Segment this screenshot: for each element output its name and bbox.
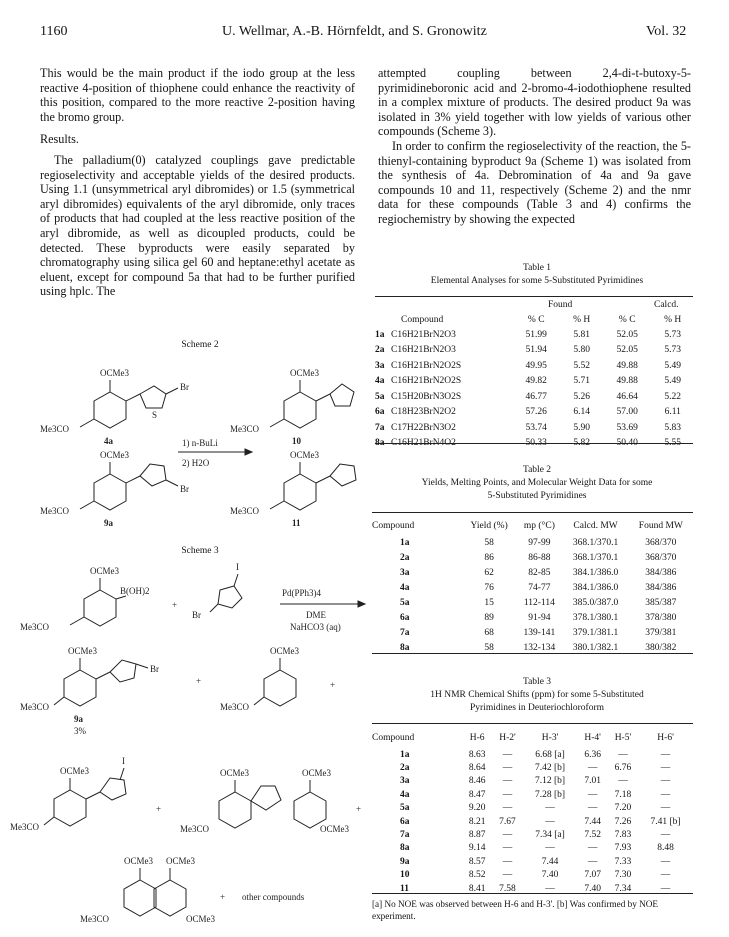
s3-plus-4: + xyxy=(156,804,162,814)
s3-ome-g: OCMe3 xyxy=(320,824,349,834)
table3-subtitle-2: Pyrimidines in Deuteriochloroform xyxy=(469,703,605,713)
table-row xyxy=(372,565,693,580)
left-paragraph-2: The palladium(0) catalyzed couplings gave predictable regioselectivity and acceptable yields of the desired products. Using 1.1 (unsymmetrical aryl dibromides) or 1.5 (symmetrical aryl dibromides) equivalents of the aryl dibromide, only traces of products that had coupled at the less reactive position of the aryl dibromide, as well as dicoupled products, could be detected. These byproducts were easily separated by chromatography using silica gel 60 and heptane:ethyl acetate as eluent, except for compound 5a that had to be further purified using hplc. The xyxy=(40,152,355,299)
value-cell: 7.18 xyxy=(614,789,632,800)
value-cell: C18H23BrN2O2 xyxy=(391,407,456,418)
s3-solvent: DME xyxy=(306,610,326,620)
compound-cell: 7a xyxy=(375,422,385,433)
compound-cell: 5a xyxy=(400,597,410,608)
value-cell: — xyxy=(660,776,671,787)
value-cell: 7.58 xyxy=(499,883,516,894)
t2-header-yield: Yield (%) xyxy=(470,521,508,531)
s2-br-9a: Br xyxy=(180,484,189,494)
value-cell: 5.83 xyxy=(664,422,682,433)
t2-header-mp: mp (°C) xyxy=(523,521,555,531)
table3-top-rule xyxy=(372,723,693,724)
s2-ome-10: OCMe3 xyxy=(290,368,319,378)
value-cell: 53.69 xyxy=(616,422,638,433)
s3-ome-d: OCMe3 xyxy=(60,766,89,776)
compound-cell: 7a xyxy=(400,830,410,841)
table-row xyxy=(375,389,693,405)
value-cell: 385.0/387.0 xyxy=(572,597,619,608)
compound-cell: 2a xyxy=(375,345,385,356)
table3 xyxy=(372,728,693,895)
table-row xyxy=(372,855,693,868)
table-row xyxy=(372,815,693,828)
s3-me3co-h: Me3CO xyxy=(80,914,109,924)
value-cell: — xyxy=(545,843,555,854)
value-cell: 46.64 xyxy=(616,391,638,402)
value-cell: 7.20 xyxy=(614,803,632,814)
value-cell: 7.07 xyxy=(584,870,601,881)
value-cell: 57.26 xyxy=(525,407,547,418)
value-cell: C16H21BrN2O3 xyxy=(391,329,456,340)
compound-cell: 4a xyxy=(400,582,410,593)
value-cell: 82-85 xyxy=(528,567,551,578)
table2-bottom-rule xyxy=(372,653,693,654)
t3-header-h3p: H-3' xyxy=(541,733,559,743)
s3-plus-2: + xyxy=(196,676,202,686)
t1-header-calcd-h: % H xyxy=(664,315,682,325)
s3-ome-j: OCMe3 xyxy=(186,914,215,924)
value-cell: 368/370 xyxy=(645,552,677,563)
right-paragraph-2: In order to confirm the regioselectivity of the reaction, the 5-thienyl-containing byproduct 9a (Scheme 1) was isolated from the synthesis of 4a. Debromination of 4a and 9a gave compounds 10 and 11, respectively (Scheme 2) and the nmr data for these compounds (Table 3 and 4) confirms the regiochemistry by showing the expected xyxy=(378,138,691,226)
value-cell: — xyxy=(587,803,598,814)
value-cell: 7.30 xyxy=(614,870,632,881)
table-row xyxy=(372,761,693,774)
value-cell: 139-141 xyxy=(523,627,556,638)
results-heading: Results. xyxy=(40,132,79,147)
s2-me3co-10: Me3CO xyxy=(230,424,259,434)
table-row xyxy=(372,775,693,788)
s3-me3co-e: Me3CO xyxy=(180,824,209,834)
t3-header-h2p: H-2' xyxy=(499,733,516,743)
s2-ome-9a: OCMe3 xyxy=(100,450,129,460)
value-cell: C16H21BrN2O2S xyxy=(391,360,462,371)
table3-subtitle-1: 1H NMR Chemical Shifts (ppm) for some 5-Substituted xyxy=(430,690,644,700)
compound-cell: 8a xyxy=(400,843,410,854)
value-cell: 368.1/370.1 xyxy=(572,552,619,563)
t1-header-found-c: % C xyxy=(527,315,545,325)
table1-caption xyxy=(382,262,692,288)
t1-header-calcd-c: % C xyxy=(618,315,636,325)
table3-caption xyxy=(382,676,692,715)
s3-me3co-c: Me3CO xyxy=(220,702,249,712)
s2-label-10: 10 xyxy=(292,436,301,446)
value-cell: 112-114 xyxy=(523,597,555,608)
s2-br-4a: Br xyxy=(180,382,189,392)
value-cell: 5.49 xyxy=(664,376,682,387)
value-cell: 8.63 xyxy=(468,749,486,760)
table-row xyxy=(375,405,693,421)
s3-ome-f: OCMe3 xyxy=(302,768,331,778)
value-cell: C16H21BrN2O2S xyxy=(391,376,462,387)
scheme3-title: Scheme 3 xyxy=(181,546,219,556)
table-row xyxy=(372,595,693,610)
value-cell: 379.1/381.1 xyxy=(572,627,619,638)
value-cell: 379/381 xyxy=(645,627,677,638)
compound-cell: 2a xyxy=(400,763,410,774)
compound-cell: 10 xyxy=(400,870,410,881)
value-cell: 384.1/386.0 xyxy=(572,567,619,578)
table-row xyxy=(375,343,693,359)
s2-me3co-11: Me3CO xyxy=(230,506,259,516)
s3-other-compounds: other compounds xyxy=(242,892,305,902)
s2-me3co-9a: Me3CO xyxy=(40,506,69,516)
value-cell: — xyxy=(618,749,628,760)
table-row xyxy=(372,869,693,882)
value-cell: 58 xyxy=(484,537,494,548)
page-number: 1160 xyxy=(40,24,68,39)
compound-cell: 6a xyxy=(400,816,410,827)
s2-label-11: 11 xyxy=(292,518,301,528)
value-cell: — xyxy=(587,763,598,774)
value-cell: 7.41 [b] xyxy=(650,816,681,827)
table-row xyxy=(372,842,693,855)
compound-cell: 11 xyxy=(400,883,409,894)
compound-cell: 2a xyxy=(400,552,410,563)
s3-plus-1: + xyxy=(172,600,178,610)
value-cell: 51.99 xyxy=(525,329,547,340)
s3-iodo: I xyxy=(236,562,239,572)
s3-ome-h: OCMe3 xyxy=(124,856,153,866)
value-cell: 58 xyxy=(484,642,494,653)
value-cell: 53.74 xyxy=(525,422,547,433)
value-cell: 368.1/370.1 xyxy=(572,537,619,548)
table2-subtitle-1: Yields, Melting Points, and Molecular Weight Data for some xyxy=(421,478,653,488)
value-cell: 89 xyxy=(484,612,494,623)
s2-label-9a: 9a xyxy=(104,518,113,528)
compound-cell: 6a xyxy=(400,612,410,623)
s2-s-4a: S xyxy=(152,410,158,420)
value-cell: 5.82 xyxy=(573,438,591,449)
s3-ome-b: OCMe3 xyxy=(68,646,97,656)
value-cell: — xyxy=(545,883,555,894)
value-cell: 385/387 xyxy=(645,597,677,608)
value-cell: 7.33 xyxy=(614,856,632,867)
volume-label: Vol. 32 xyxy=(646,24,687,39)
value-cell: — xyxy=(545,816,555,827)
value-cell: 7.12 [b] xyxy=(535,776,566,787)
s2-ome-11: OCMe3 xyxy=(290,450,319,460)
s3-ome-e: OCMe3 xyxy=(220,768,249,778)
value-cell: 52.05 xyxy=(616,329,638,340)
value-cell: 8.47 xyxy=(468,789,486,800)
value-cell: 7.83 xyxy=(614,830,632,841)
s2-reagent1: 1) n-BuLi xyxy=(182,438,218,448)
value-cell: 8.21 xyxy=(468,816,486,827)
value-cell: — xyxy=(502,789,513,800)
table3-bottom-rule xyxy=(372,893,693,894)
value-cell: 46.77 xyxy=(525,391,547,402)
value-cell: 9.20 xyxy=(468,803,486,814)
value-cell: 5.73 xyxy=(664,345,682,356)
value-cell: 62 xyxy=(484,567,494,578)
value-cell: 7.93 xyxy=(614,843,632,854)
value-cell: 7.28 [b] xyxy=(535,789,566,800)
left-paragraph-1: This would be the main product if the iodo group at the less reactive 4-position of thiophene could enhance the reactivity of this position, compared to the more reactive 2-position having the bromo group. xyxy=(40,66,355,124)
table-row xyxy=(375,327,693,343)
value-cell: C15H20BrN3O2S xyxy=(391,391,462,402)
table3-footnote: [a] No NOE was observed between H-6 and H-3'. [b] Was confirmed by NOE experiment. xyxy=(372,899,658,921)
compound-cell: 5a xyxy=(375,391,385,402)
compound-cell: 6a xyxy=(375,407,385,418)
value-cell: — xyxy=(587,789,598,800)
s2-me3co-4a: Me3CO xyxy=(40,424,69,434)
value-cell: 51.94 xyxy=(525,345,547,356)
value-cell: 368/370 xyxy=(645,537,677,548)
value-cell: 8.48 xyxy=(657,843,674,854)
compound-cell: 1a xyxy=(400,537,410,548)
value-cell: 5.80 xyxy=(573,345,591,356)
value-cell: 7.40 xyxy=(584,883,601,894)
t2-header-compound: Compound xyxy=(372,521,415,531)
t3-header-h4p: H-4' xyxy=(584,733,601,743)
value-cell: 57.00 xyxy=(616,407,638,418)
t3-header-h5p: H-5' xyxy=(614,733,632,743)
table-row xyxy=(372,535,693,550)
s3-plus-5: + xyxy=(356,804,362,814)
value-cell: — xyxy=(502,803,513,814)
value-cell: — xyxy=(502,776,513,787)
table1-group-found: Found xyxy=(548,300,573,310)
table2 xyxy=(372,517,693,655)
table1 xyxy=(375,313,693,451)
table2-subtitle-2: 5-Substituted Pyrimidines xyxy=(487,491,587,501)
value-cell: 7.34 xyxy=(614,883,632,894)
t3-header-compound: Compound xyxy=(372,733,415,743)
value-cell: 7.34 [a] xyxy=(535,830,565,841)
compound-cell: 1a xyxy=(375,329,385,340)
value-cell: 8.64 xyxy=(468,763,486,774)
t2-header-found-mw: Found MW xyxy=(638,521,683,531)
compound-cell: 9a xyxy=(400,856,410,867)
value-cell: 76 xyxy=(484,582,494,593)
value-cell: — xyxy=(502,830,513,841)
value-cell: 6.36 xyxy=(584,749,601,760)
value-cell: 7.01 xyxy=(584,776,601,787)
t2-header-calcd-mw: Calcd. MW xyxy=(573,521,618,531)
value-cell: C17H22BrN3O2 xyxy=(391,422,456,433)
value-cell: 384/386 xyxy=(645,582,677,593)
value-cell: 52.05 xyxy=(616,345,638,356)
s3-me3co-b: Me3CO xyxy=(20,702,49,712)
table-row xyxy=(375,420,693,436)
value-cell: 91-94 xyxy=(528,612,551,623)
value-cell: 7.44 xyxy=(584,816,601,827)
value-cell: — xyxy=(660,856,671,867)
compound-cell: 3a xyxy=(375,360,385,371)
table1-subtitle: Elemental Analyses for some 5-Substituted Pyrimidines xyxy=(430,276,644,286)
value-cell: — xyxy=(587,843,598,854)
value-cell: 74-77 xyxy=(528,582,551,593)
value-cell: 5.90 xyxy=(573,422,591,433)
value-cell: — xyxy=(502,763,513,774)
s3-iodo-d: I xyxy=(122,756,125,766)
s2-reagent2: 2) H2O xyxy=(182,458,210,468)
value-cell: 132-134 xyxy=(523,642,556,653)
table2-title: Table 2 xyxy=(522,465,552,475)
table-row xyxy=(372,828,693,841)
value-cell: 384/386 xyxy=(645,567,677,578)
value-cell: 8.87 xyxy=(468,830,486,841)
value-cell: — xyxy=(502,843,513,854)
value-cell: C16H21BrN4O2 xyxy=(391,438,456,449)
s2-label-4a: 4a xyxy=(104,436,113,446)
compound-cell: 8a xyxy=(400,642,410,653)
value-cell: 9.14 xyxy=(468,843,486,854)
value-cell: 8.52 xyxy=(468,870,486,881)
t3-header-h6: H-6 xyxy=(469,733,485,743)
value-cell: — xyxy=(502,870,513,881)
value-cell: 7.40 xyxy=(541,870,559,881)
value-cell: C16H21BrN2O3 xyxy=(391,345,456,356)
value-cell: 6.14 xyxy=(573,407,591,418)
value-cell: 6.76 xyxy=(614,763,632,774)
value-cell: 86-88 xyxy=(528,552,551,563)
value-cell: 7.42 [b] xyxy=(535,763,566,774)
t1-header-compound: Compound xyxy=(401,315,444,325)
value-cell: — xyxy=(502,749,513,760)
t3-header-h6p: H-6' xyxy=(657,733,674,743)
value-cell: 378/380 xyxy=(645,612,677,623)
s3-br-a: Br xyxy=(192,610,201,620)
scheme3-graphic xyxy=(10,560,370,925)
value-cell: 8.57 xyxy=(468,856,486,867)
table-row xyxy=(372,802,693,815)
value-cell: 380.1/382.1 xyxy=(572,642,619,653)
value-cell: 50.33 xyxy=(525,438,547,449)
table-row xyxy=(375,358,693,374)
s3-br-b: Br xyxy=(150,664,159,674)
value-cell: 7.26 xyxy=(614,816,632,827)
compound-cell: 8a xyxy=(375,438,385,449)
right-paragraph-1: attempted coupling between 2,4-di-t-butoxy-5-pyrimidineboronic acid and 2-bromo-4-iodothiophene resulted in a complex mixture of products. The desired product 9a was isolated in 3% yield together with low yields of various other compounds (Scheme 3). xyxy=(378,66,691,139)
scheme2-graphic xyxy=(30,352,360,532)
value-cell: 5.22 xyxy=(664,391,682,402)
value-cell: 49.88 xyxy=(616,376,638,387)
s3-plus-3: + xyxy=(330,680,336,690)
value-cell: 5.81 xyxy=(573,329,591,340)
compound-cell: 4a xyxy=(375,376,385,387)
s3-yield-9a: 3% xyxy=(74,726,86,736)
table-row xyxy=(372,748,693,761)
value-cell: 384.1/386.0 xyxy=(572,582,619,593)
value-cell: 6.68 [a] xyxy=(535,749,565,760)
compound-cell: 3a xyxy=(400,776,410,787)
table-row xyxy=(372,550,693,565)
value-cell: 378.1/380.1 xyxy=(572,612,619,623)
s3-ome-i: OCMe3 xyxy=(166,856,195,866)
compound-cell: 7a xyxy=(400,627,410,638)
value-cell: 7.52 xyxy=(584,830,601,841)
value-cell: — xyxy=(660,830,671,841)
table1-group-calcd: Calcd. xyxy=(654,300,679,310)
table-row xyxy=(372,788,693,801)
value-cell: 49.88 xyxy=(616,360,638,371)
compound-cell: 5a xyxy=(400,803,410,814)
value-cell: — xyxy=(502,856,513,867)
s3-ome-c: OCMe3 xyxy=(270,646,299,656)
table2-caption xyxy=(382,464,692,503)
s3-me3co-d: Me3CO xyxy=(10,822,39,832)
table-row xyxy=(372,580,693,595)
value-cell: 5.52 xyxy=(573,360,591,371)
value-cell: 8.46 xyxy=(468,776,486,787)
value-cell: 50.40 xyxy=(616,438,638,449)
value-cell: 5.71 xyxy=(573,376,591,387)
table1-bottom-rule xyxy=(375,443,693,444)
value-cell: 380/382 xyxy=(645,642,677,653)
s3-plus-6: + xyxy=(220,892,226,902)
value-cell: 86 xyxy=(484,552,494,563)
value-cell: — xyxy=(660,789,671,800)
value-cell: — xyxy=(618,776,628,787)
value-cell: — xyxy=(660,870,671,881)
table-row xyxy=(372,610,693,625)
s3-boronic: B(OH)2 xyxy=(120,586,150,596)
s2-ome-4a: OCMe3 xyxy=(100,368,129,378)
value-cell: 8.41 xyxy=(468,883,486,894)
compound-cell: 1a xyxy=(400,749,410,760)
table-row xyxy=(375,374,693,390)
value-cell: 5.49 xyxy=(664,360,682,371)
right-column-text xyxy=(378,66,691,227)
value-cell: 6.11 xyxy=(664,407,681,418)
value-cell: — xyxy=(587,856,598,867)
compound-cell: 4a xyxy=(400,789,410,800)
table3-title: Table 3 xyxy=(522,677,552,687)
value-cell: — xyxy=(660,883,671,894)
value-cell: 49.82 xyxy=(525,376,547,387)
value-cell: 5.73 xyxy=(664,329,682,340)
value-cell: 5.55 xyxy=(664,438,682,449)
table2-top-rule xyxy=(372,512,693,513)
page-header xyxy=(0,24,729,44)
value-cell: — xyxy=(545,803,555,814)
author-line: U. Wellmar, A.-B. Hörnfeldt, and S. Gronowitz xyxy=(222,24,487,39)
left-column-text xyxy=(40,66,355,299)
value-cell: 15 xyxy=(484,597,494,608)
table1-title: Table 1 xyxy=(522,263,552,273)
value-cell: 7.44 xyxy=(541,856,559,867)
s3-me3co-a: Me3CO xyxy=(20,622,49,632)
s3-base: NaHCO3 (aq) xyxy=(290,622,341,632)
value-cell: — xyxy=(660,749,671,760)
t1-header-found-h: % H xyxy=(573,315,591,325)
value-cell: 5.26 xyxy=(573,391,591,402)
table1-top-rule xyxy=(375,296,693,297)
value-cell: — xyxy=(660,763,671,774)
value-cell: 49.95 xyxy=(525,360,547,371)
value-cell: — xyxy=(660,803,671,814)
value-cell: 7.67 xyxy=(499,816,516,827)
scheme2-title: Scheme 2 xyxy=(181,340,219,350)
s3-catalyst: Pd(PPh3)4 xyxy=(282,588,322,598)
compound-cell: 3a xyxy=(400,567,410,578)
table-row xyxy=(372,625,693,640)
s3-ome-a: OCMe3 xyxy=(90,566,119,576)
value-cell: 97-99 xyxy=(528,537,551,548)
value-cell: 68 xyxy=(484,627,494,638)
s3-label-9a: 9a xyxy=(74,714,83,724)
